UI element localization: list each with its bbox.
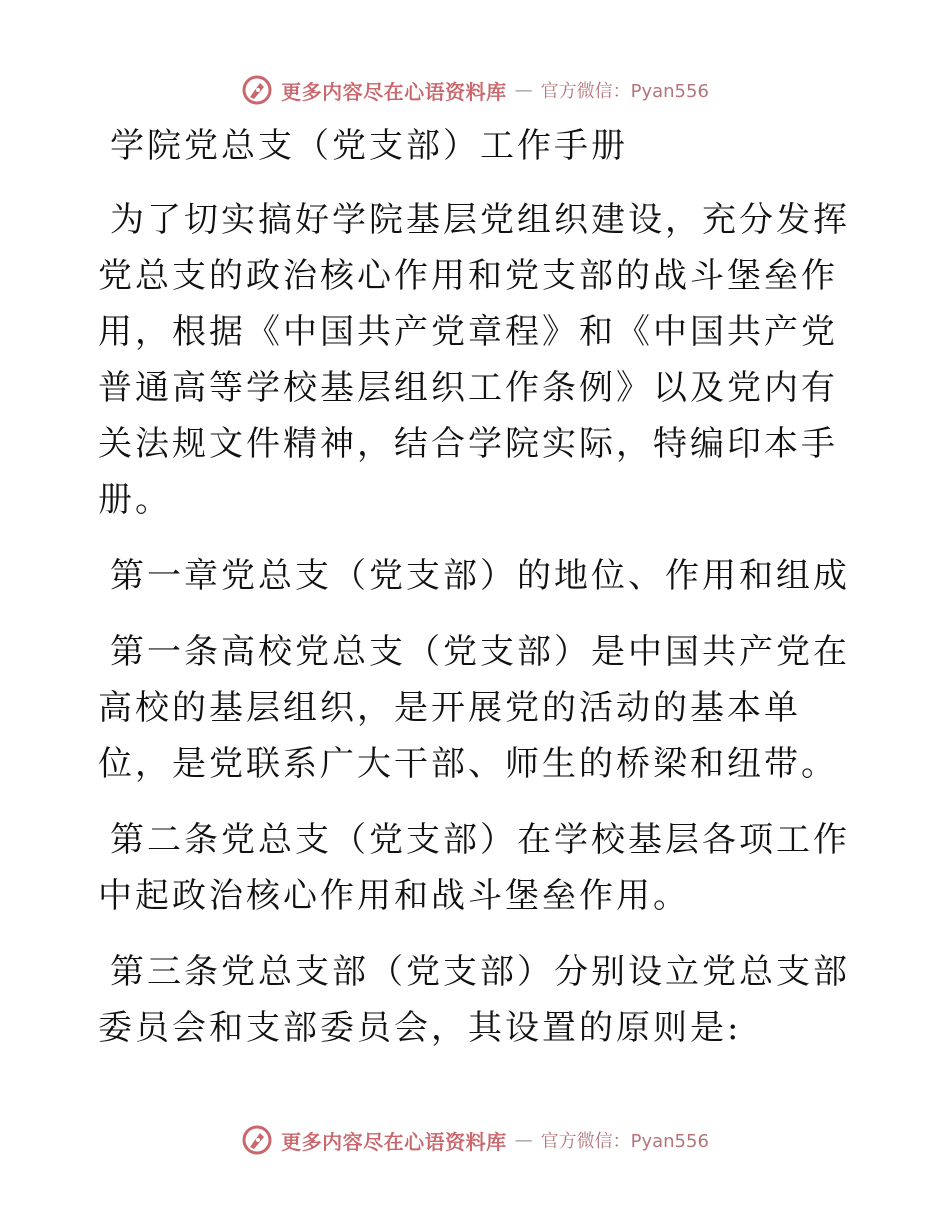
intro-paragraph: 为了切实搞好学院基层党组织建设，充分发挥党总支的政治核心作用和党支部的战斗堡垒作用，根据《中国共产党章程》和《中国共产党普通高等学校基层组织工作条例》以及党内有关法规文件精神，结合学院实际，特编印本手册。 [98, 200, 850, 520]
header-watermark [0, 70, 950, 110]
article-1: 第一条高校党总支（党支部）是中国共产党在高校的基层组织，是开展党的活动的基本单位，是党联系广大干部、师生的桥梁和纽带。 [98, 632, 850, 784]
watermark-separator: — [514, 1129, 533, 1151]
watermark-brand-text: 更多内容尽在心语资料库 [281, 79, 507, 104]
pen-nib-logo-icon [241, 1124, 273, 1156]
watermark-contact-text: 官方微信：Pyan556 [540, 1131, 709, 1152]
watermark-brand-text: 更多内容尽在心语资料库 [281, 1129, 507, 1154]
watermark-separator: — [514, 79, 533, 101]
article-3: 第三条党总支部（党支部）分别设立党总支部委员会和支部委员会，其设置的原则是: [98, 952, 850, 1048]
document-body [98, 118, 858, 1076]
footer-watermark [0, 1120, 950, 1160]
document-title: 学院党总支（党支部）工作手册 [110, 126, 628, 166]
watermark-contact-text: 官方微信：Pyan556 [540, 81, 709, 102]
pen-nib-logo-icon [241, 74, 273, 106]
article-2: 第二条党总支（党支部）在学校基层各项工作中起政治核心作用和战斗堡垒作用。 [98, 820, 850, 916]
chapter-heading: 第一章党总支（党支部）的地位、作用和组成 [110, 556, 850, 596]
